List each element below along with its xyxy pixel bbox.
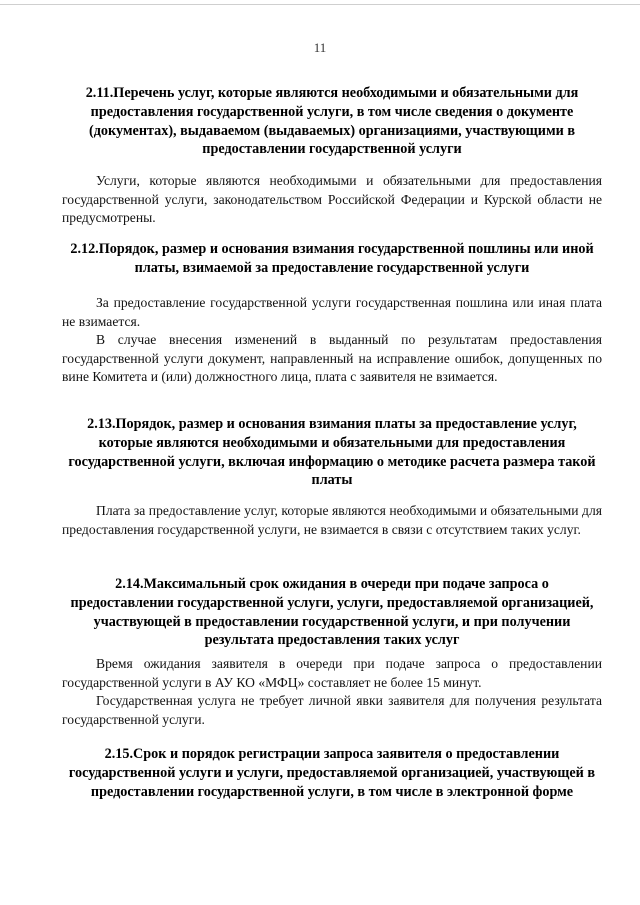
- section-heading: 2.15.Срок и порядок регистрации запроса заявителя о предоставлении государственной услуги и услуги, предоставляемой организацией, участвующей в предоставлении государственной услуги, в том числе в электронной форме: [68, 746, 596, 800]
- section-2-12-heading-block: [62, 240, 602, 278]
- section-2-14-heading-block: [62, 575, 602, 650]
- section-heading: 2.13.Порядок, размер и основания взимания платы за предоставление услуг, которые являются необходимыми и обязательными для предоставления государственной услуги, включая информацию о методике расчета размера такой платы: [68, 416, 596, 489]
- section-heading: 2.14.Максимальный срок ожидания в очереди при подаче запроса о предоставлении государственной услуги, услуги, предоставляемой организацией, участвующей в предоставлении государственной услуги, и при получении результата предоставления таких услуг: [70, 576, 594, 649]
- top-border-line: [0, 4, 640, 5]
- section-2-13-body: [62, 502, 602, 539]
- paragraph: Время ожидания заявителя в очереди при подаче запроса о предоставлении государственной услуги в АУ КО «МФЦ» составляет не более 15 минут.: [62, 656, 602, 690]
- section-heading: 2.11.Перечень услуг, которые являются необходимыми и обязательными для предоставления государственной услуги, в том числе сведения о документе (документах), выдаваемом (выдаваемых) организациями, участвующими в предоставлении государственной услуги: [85, 85, 579, 158]
- page-number: 11: [313, 40, 327, 55]
- section-2-11-body: [62, 172, 602, 228]
- section-2-11-heading-block: [62, 84, 602, 159]
- section-2-14-body: [62, 655, 602, 729]
- paragraph: За предоставление государственной услуги государственная пошлина или иная плата не взимается.: [62, 295, 602, 329]
- section-2-12-body: [62, 294, 602, 387]
- paragraph: Услуги, которые являются необходимыми и обязательными для предоставления государственной услуги, законодательством Российской Федерации и Курской области не предусмотрены.: [62, 173, 602, 226]
- section-2-15-heading-block: [62, 745, 602, 801]
- paragraph: Государственная услуга не требует личной явки заявителя для получения результата государственной услуги.: [62, 693, 602, 727]
- paragraph: В случае внесения изменений в выданный по результатам предоставления государственной услуги документ, направленный на исправление ошибок, допущенных по вине Комитета и (или) должностного лица, плата с заявителя не взимается.: [62, 332, 602, 385]
- paragraph: Плата за предоставление услуг, которые являются необходимыми и обязательными для предоставления государственной услуги, не взимается в связи с отсутствием таких услуг.: [62, 503, 602, 537]
- section-heading: 2.12.Порядок, размер и основания взимания государственной пошлины или иной платы, взимаемой за предоставление государственной услуги: [70, 241, 594, 276]
- section-2-13-heading-block: [62, 415, 602, 490]
